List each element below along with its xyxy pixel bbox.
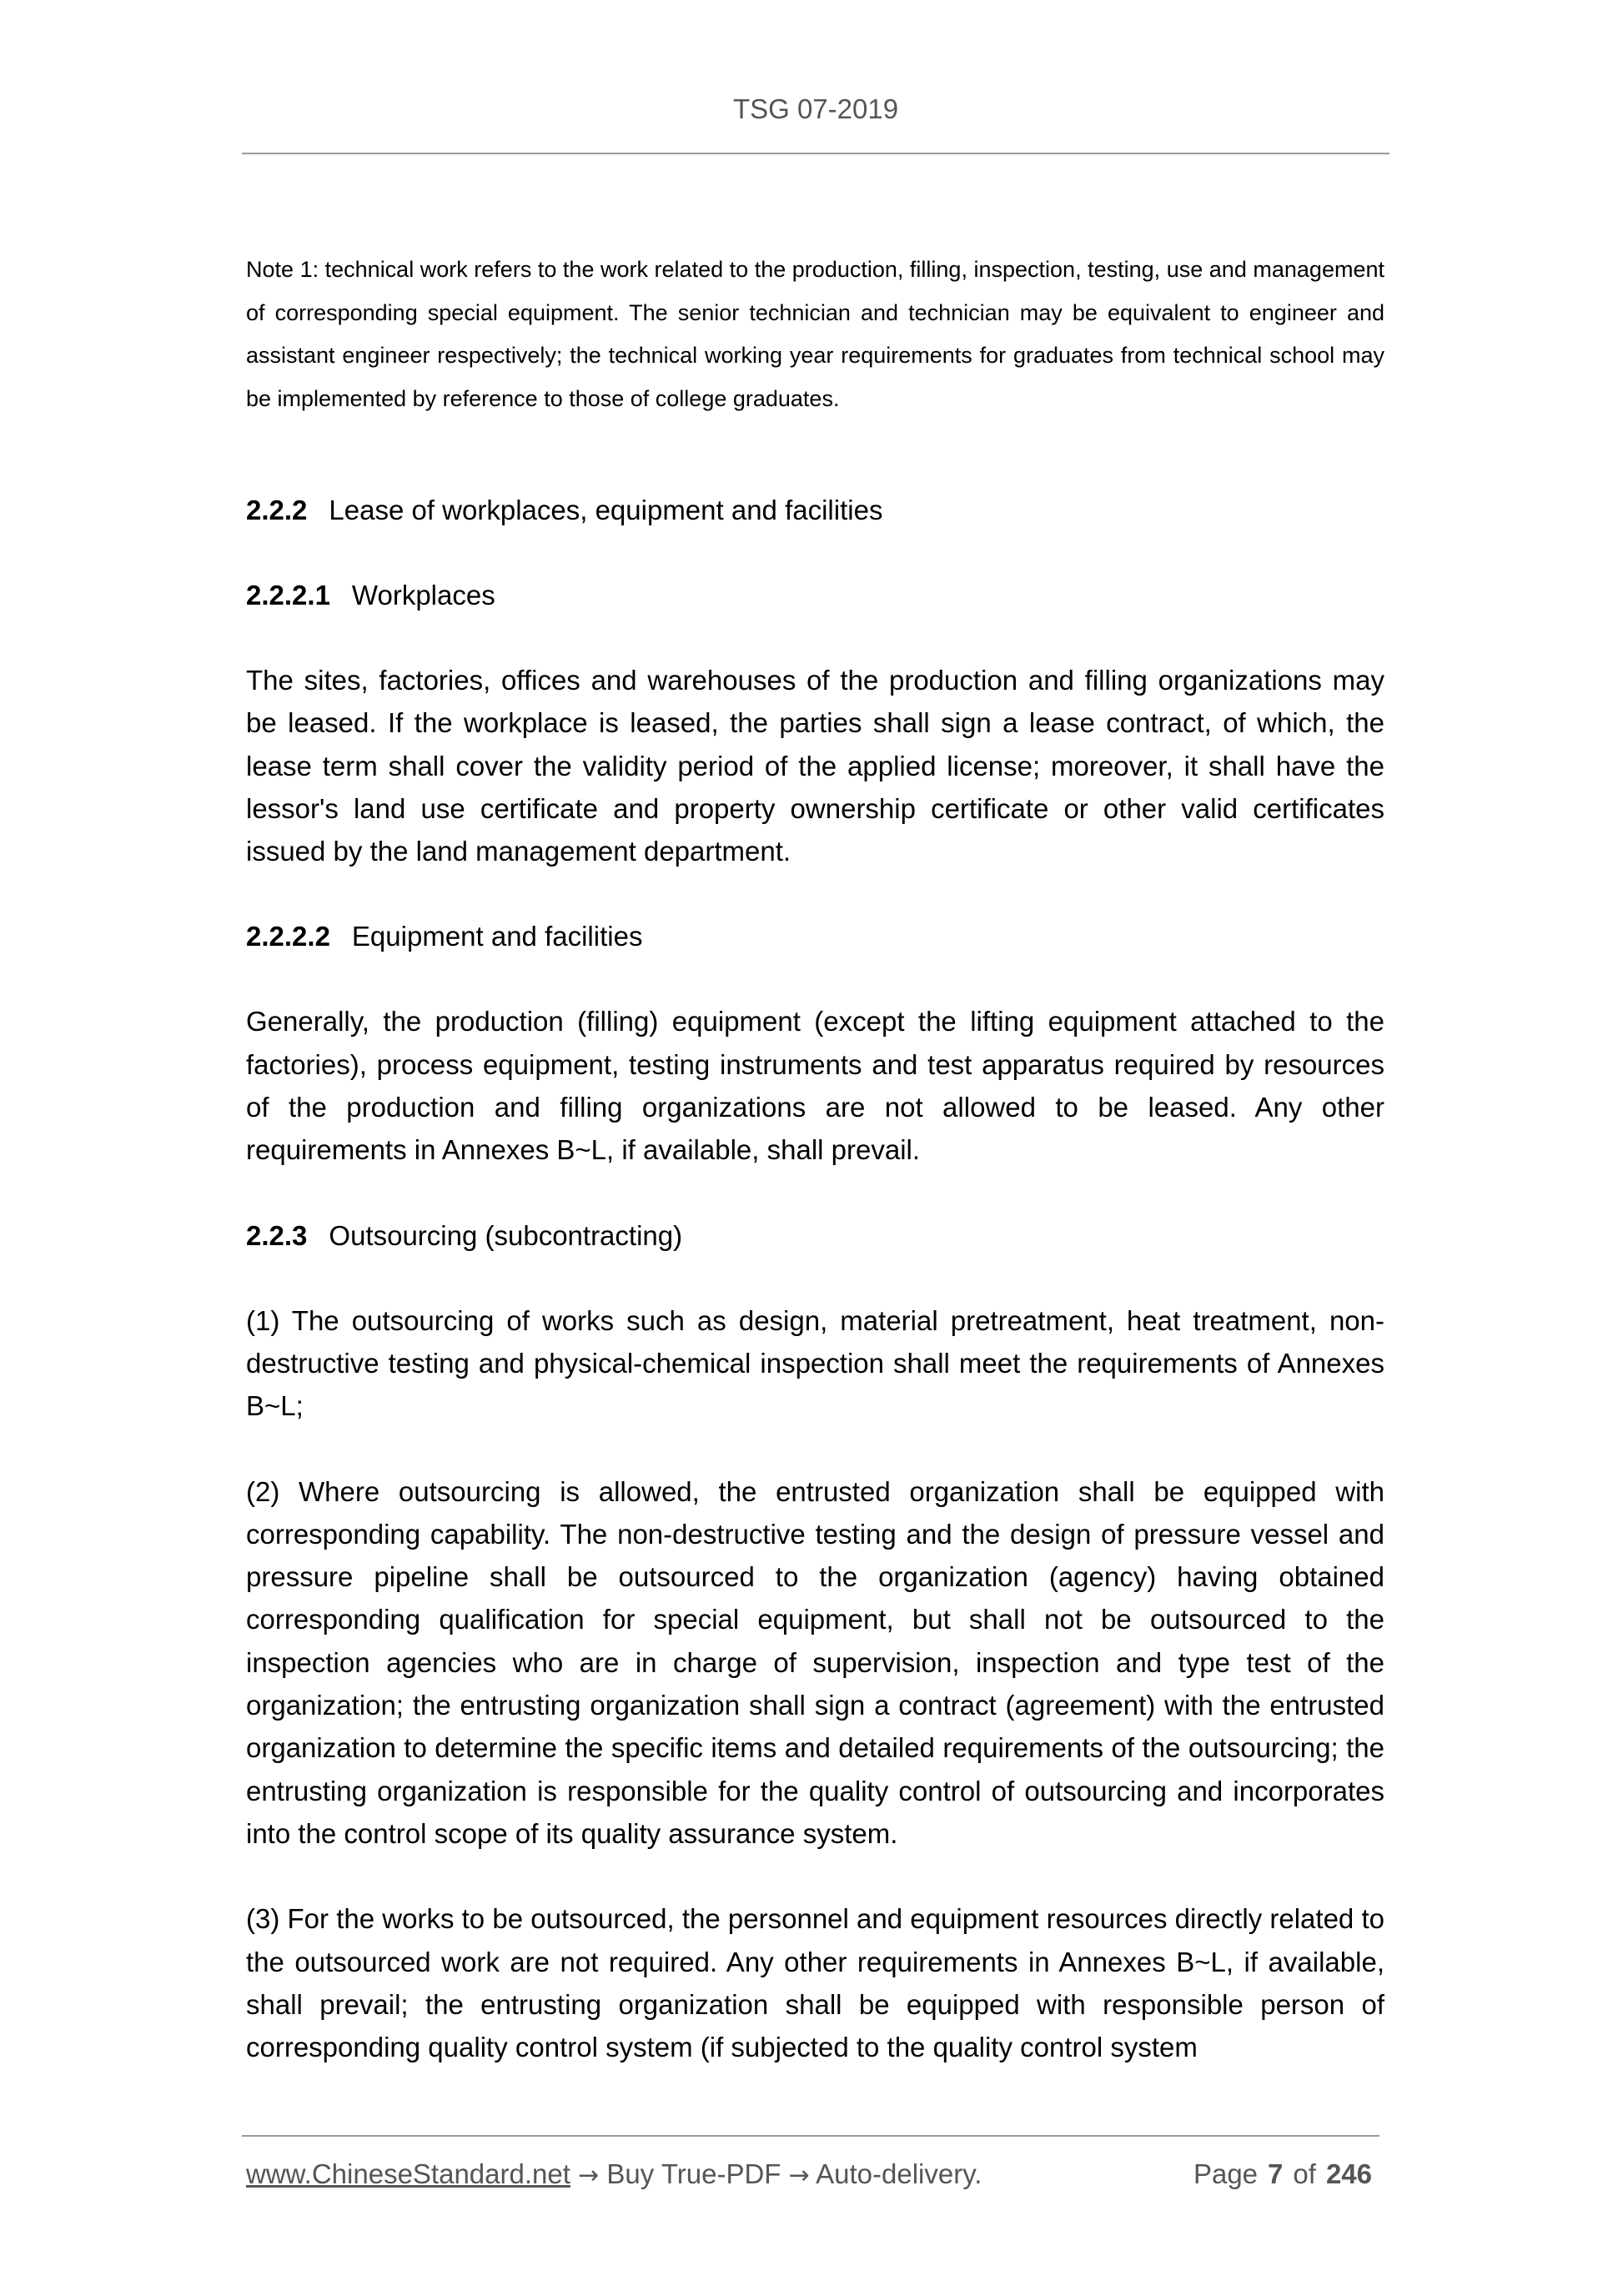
footer-divider (242, 2135, 1379, 2137)
outsourcing-item-3: (3) For the works to be outsourced, the personnel and equipment resources directly related to the outsourced work are not required. Any other requirements in Annexes B~L, if available, shall prevail; the entrusting organization shall be equipped with responsible person of corresponding quality control system (if subjected to the quality control system (246, 1903, 1384, 2063)
page-number-indicator (1193, 2158, 1372, 2190)
section-heading-2-2-2 (246, 489, 1384, 531)
section-heading-2-2-3 (246, 1214, 1384, 1257)
page-current: 7 (1268, 2158, 1284, 2189)
equipment-facilities-paragraph: Generally, the production (filling) equipment (except the lifting equipment attached to the factories), process equipment, testing instruments and test apparatus required by resources of the production and filling organizations are not allowed to be leased. Any other requirements in Annexes B~L, if available, shall prevail. (246, 1006, 1384, 1166)
section-heading-2-2-2-2 (246, 915, 1384, 957)
chinesestandard-link[interactable]: www.ChineseStandard.net (246, 2158, 570, 2189)
section-heading-2-2-2-1 (246, 574, 1384, 616)
header-divider (242, 153, 1389, 154)
page-label: Page (1193, 2158, 1259, 2189)
section-number: 2.2.2.1 (246, 580, 330, 610)
outsourcing-item-1: (1) The outsourcing of works such as design, material pretreatment, heat treatment, non-destructive testing and physical-chemical inspection shall meet the requirements of Annexes B~L; (246, 1304, 1384, 1422)
section-number: 2.2.2.2 (246, 921, 330, 952)
buy-true-pdf-text: Buy True-PDF (606, 2158, 781, 2189)
page-total: 246 (1325, 2158, 1372, 2189)
note-1: Note 1: technical work refers to the work related to the production, filling, inspection, testing, use and management of corresponding special equipment. The senior technician and technician may be equivalent to engineer and assistant engineer respectively; the technical working year requirements for graduates from technical school may be implemented by reference to those of college graduates. (246, 257, 1384, 411)
page-of-label: of (1293, 2158, 1316, 2189)
outsourcing-item-2: (2) Where outsourcing is allowed, the entrusted organization shall be equipped with corresponding capability. The non-destructive testing and the design of pressure vessel and pressure pipeline shall be outsourced to the organization (agency) having obtained corresponding qualification for special equipment, but shall not be outsourced to the inspection agencies who are in charge of supervision, inspection and type test of the organization; the entrusting organization shall sign a contract (agreement) with the entrusted organization to determine the specific items and detailed requirements of the outsourcing; the entrusting organization is responsible for the quality control of outsourcing and incorporates into the control scope of its quality assurance system. (246, 1475, 1384, 1849)
arrow-right-icon: → (578, 2161, 600, 2190)
section-title: Outsourcing (subcontracting) (329, 1219, 683, 1251)
workplaces-paragraph: The sites, factories, offices and warehouses of the production and filling organizations may be leased. If the workplace is leased, the parties shall sign a lease contract, of which, the lease term shall cover the validity period of the applied license; moreover, it shall have the lessor's land use certificate and property ownership certificate or other valid certificates issued by the land management department. (246, 665, 1384, 867)
section-title: Equipment and facilities (351, 921, 643, 952)
page-header-title: TSG 07-2019 (732, 93, 899, 124)
section-title: Lease of workplaces, equipment and facilities (329, 495, 883, 525)
section-title: Workplaces (351, 580, 495, 610)
page-footer (246, 2158, 1380, 2190)
document-body (246, 249, 1384, 2068)
section-number: 2.2.3 (246, 1219, 308, 1251)
section-number: 2.2.2 (246, 495, 308, 525)
arrow-right-icon: → (788, 2161, 810, 2190)
auto-delivery-text: Auto-delivery. (816, 2158, 982, 2189)
